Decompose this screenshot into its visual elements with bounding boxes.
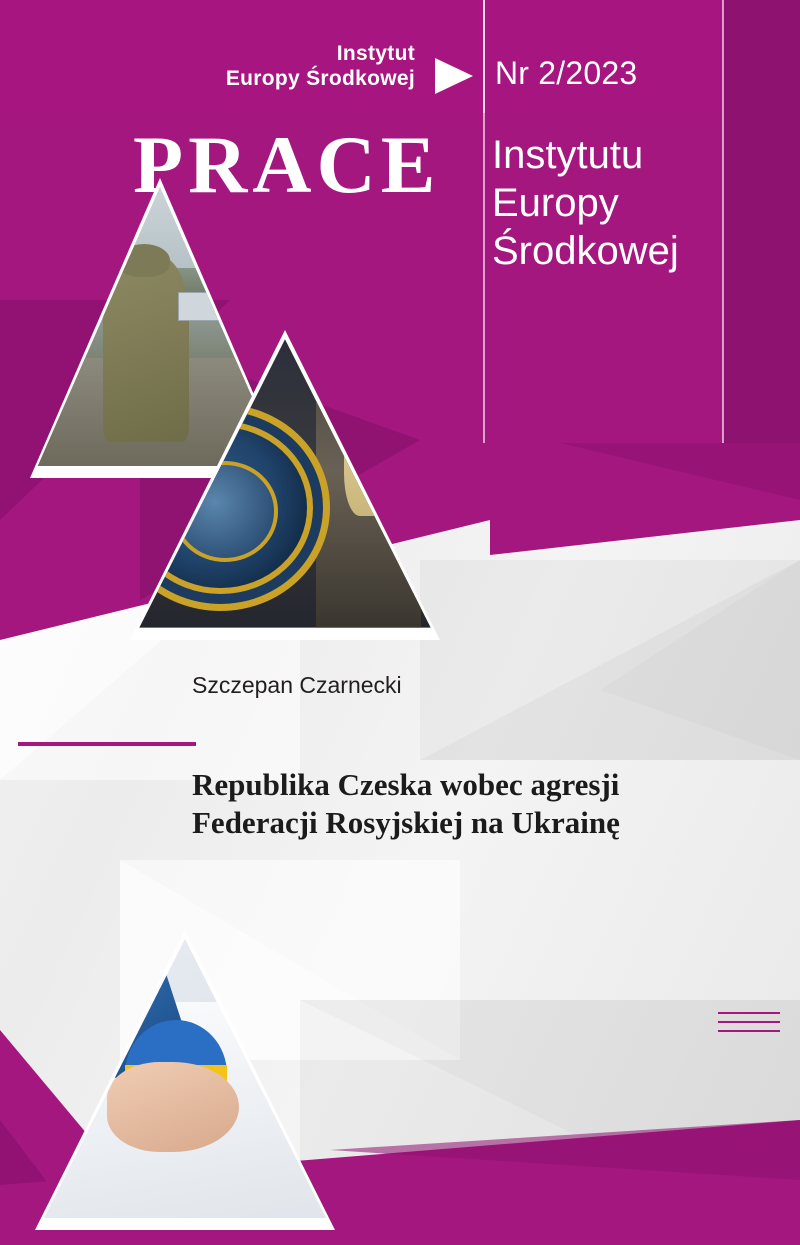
masthead-subtitle-line-3: Środkowej xyxy=(492,229,679,273)
article-title-line-1: Republika Czeska wobec agresji xyxy=(192,767,620,802)
issue-number: Nr 2/2023 xyxy=(495,55,638,91)
logo-line-2: Europy Środkowej xyxy=(225,67,415,90)
masthead-subtitle-line-2: Europy xyxy=(492,181,619,225)
logo-line-1: Instytut xyxy=(336,42,415,65)
rule-line xyxy=(718,1021,780,1023)
title-divider-rule xyxy=(18,742,196,746)
article-title-line-2: Federacji Rosyjskiej na Ukrainę xyxy=(192,805,620,840)
article-title xyxy=(192,766,752,842)
play-triangle-icon xyxy=(435,58,473,94)
masthead-subtitle xyxy=(492,131,679,275)
masthead-subtitle-line-1: Instytutu xyxy=(492,133,644,177)
author-name: Szczepan Czarnecki xyxy=(192,672,402,698)
decorative-triple-rule xyxy=(718,1012,780,1039)
rule-line xyxy=(718,1030,780,1032)
masthead-title: PRACE xyxy=(133,119,441,210)
publisher-logo xyxy=(225,42,473,97)
rule-line xyxy=(718,1012,780,1014)
